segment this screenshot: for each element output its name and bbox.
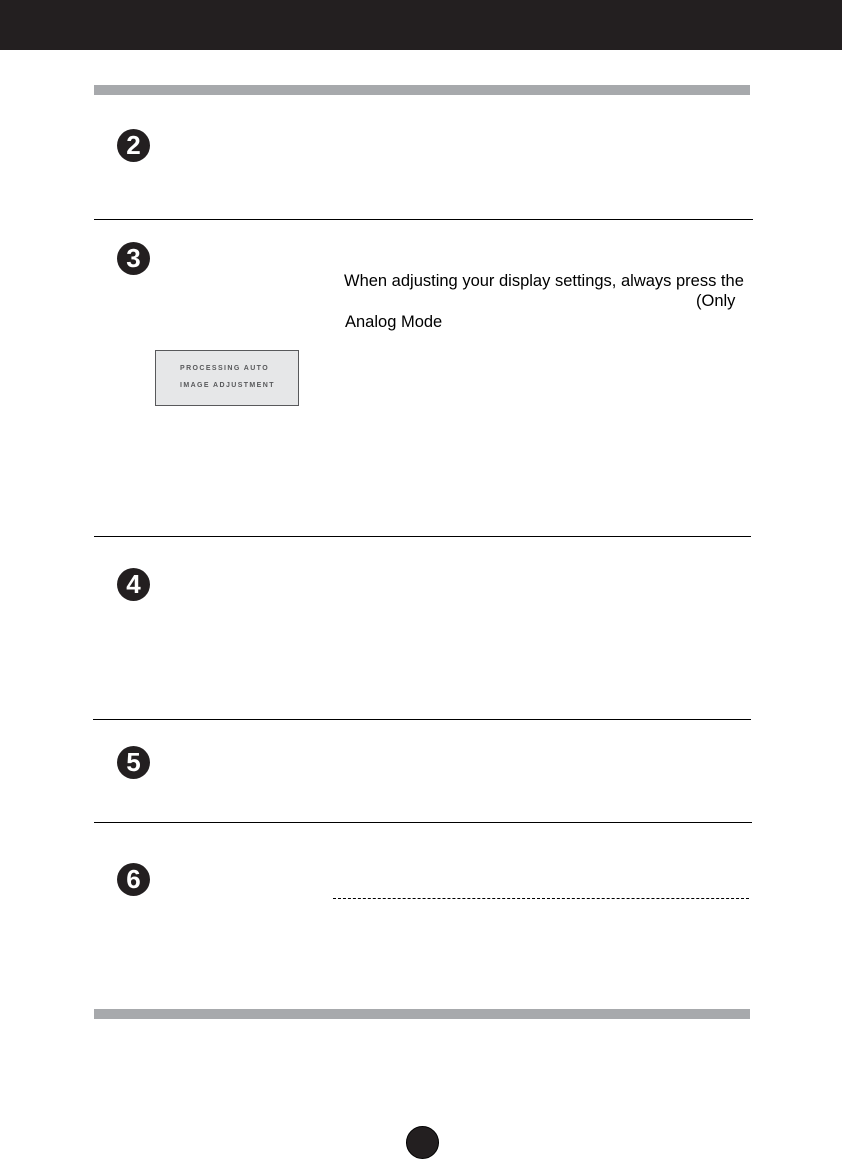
step-4-badge: 4 [117,568,150,601]
top-divider-bar [94,85,750,95]
step-3-text-line-3: Analog Mode [345,313,443,331]
osd-message-box [155,350,299,406]
section-divider [94,536,751,537]
step-3-badge: 3 [117,242,150,275]
step-3-text-line-1: When adjusting your display settings, always press the [344,272,744,290]
section-divider [93,719,751,720]
step-3-text-line-2: (Only [696,292,736,310]
header-bar [0,0,842,50]
step-6-badge: 6 [117,863,150,896]
section-divider [94,822,752,823]
bottom-divider-bar [94,1009,750,1019]
osd-message-line-2: IMAGE ADJUSTMENT [180,382,275,389]
section-divider [94,219,753,220]
step-2-badge: 2 [117,129,150,162]
page-number-dot [406,1126,439,1159]
step-5-badge: 5 [117,746,150,779]
osd-message-line-1: PROCESSING AUTO [180,365,270,372]
dashed-divider [333,898,749,899]
